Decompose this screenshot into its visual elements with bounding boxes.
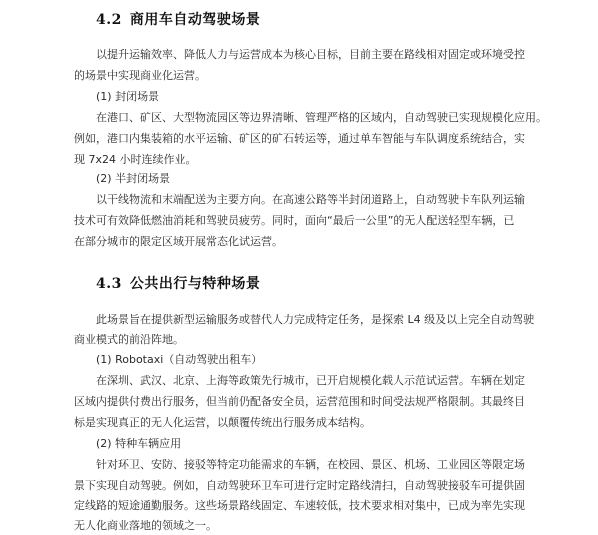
paragraph-line: 例如，港口内集装箱的水平运输、矿区的矿石转运等，通过单车智能与车队调度系统结合，实 — [74, 132, 525, 145]
paragraph-line: 以提升运输效率、降低人力与运营成本为核心目标，目前主要在路线相对固定或环境受控 — [96, 48, 525, 61]
section-title: 公共出行与特种场景 — [129, 276, 261, 292]
section-number: 4.2 — [96, 12, 122, 28]
paragraph-line: 区域内提供付费出行服务，但当前仍配备安全员，运营范围和时间受法规严格限制。其最终目 — [74, 395, 525, 408]
section-title: 商用车自动驾驶场景 — [129, 12, 261, 28]
paragraph-line: 以干线物流和末端配送为主要方向。在高速公路等半封闭道路上，自动驾驶卡车队列运输 — [96, 193, 525, 206]
paragraph-line: 定线路的短途通勤服务。这些场景路线固定、车速较低，技术要求相对集中，已成为率先实现 — [74, 499, 525, 512]
paragraph-line: 商业模式的前沿阵地。 — [74, 333, 184, 346]
section-number: 4.3 — [96, 276, 122, 292]
paragraph-line: 无人化商业落地的领域之一。 — [74, 519, 217, 532]
subsection-label: (2) 特种车辆应用 — [96, 437, 182, 450]
subsection-label: (1) Robotaxi（自动驾驶出租车） — [96, 353, 263, 366]
section-heading-4-3 — [96, 273, 260, 293]
paragraph-line: 此场景旨在提供新型运输服务或替代人力完成特定任务，是探索 L4 级及以上完全自动驾驶 — [96, 313, 535, 326]
paragraph-line: 针对环卫、安防、接驳等特定功能需求的车辆，在校园、景区、机场、工业园区等限定场 — [96, 458, 525, 471]
paragraph-line: 在港口、矿区、大型物流园区等边界清晰、管理严格的区域内，自动驾驶已实现规模化应用。 — [96, 111, 547, 124]
paragraph-line: 技术可有效降低燃油消耗和驾驶员疲劳。同时，面向“最后一公里”的无人配送轻型车辆，已 — [74, 214, 515, 227]
paragraph-line: 标是实现真正的无人化运营，以颠覆传统出行服务成本结构。 — [74, 416, 371, 429]
paragraph-line: 在深圳、武汉、北京、上海等政策先行城市，已开启规模化载人示范试运营。车辆在划定 — [96, 374, 525, 387]
paragraph-line: 景下实现自动驾驶。例如，自动驾驶环卫车可进行定时定路线清扫，自动驾驶接驳车可提供固 — [74, 479, 525, 492]
paragraph-line: 在部分城市的限定区域开展常态化试运营。 — [74, 235, 283, 248]
subsection-label: (2) 半封闭场景 — [96, 172, 171, 185]
paragraph-line: 现 7x24 小时连续作业。 — [74, 153, 197, 166]
subsection-label: (1) 封闭场景 — [96, 90, 160, 103]
paragraph-line: 的场景中实现商业化运营。 — [74, 69, 206, 82]
section-heading-4-2 — [96, 9, 260, 29]
